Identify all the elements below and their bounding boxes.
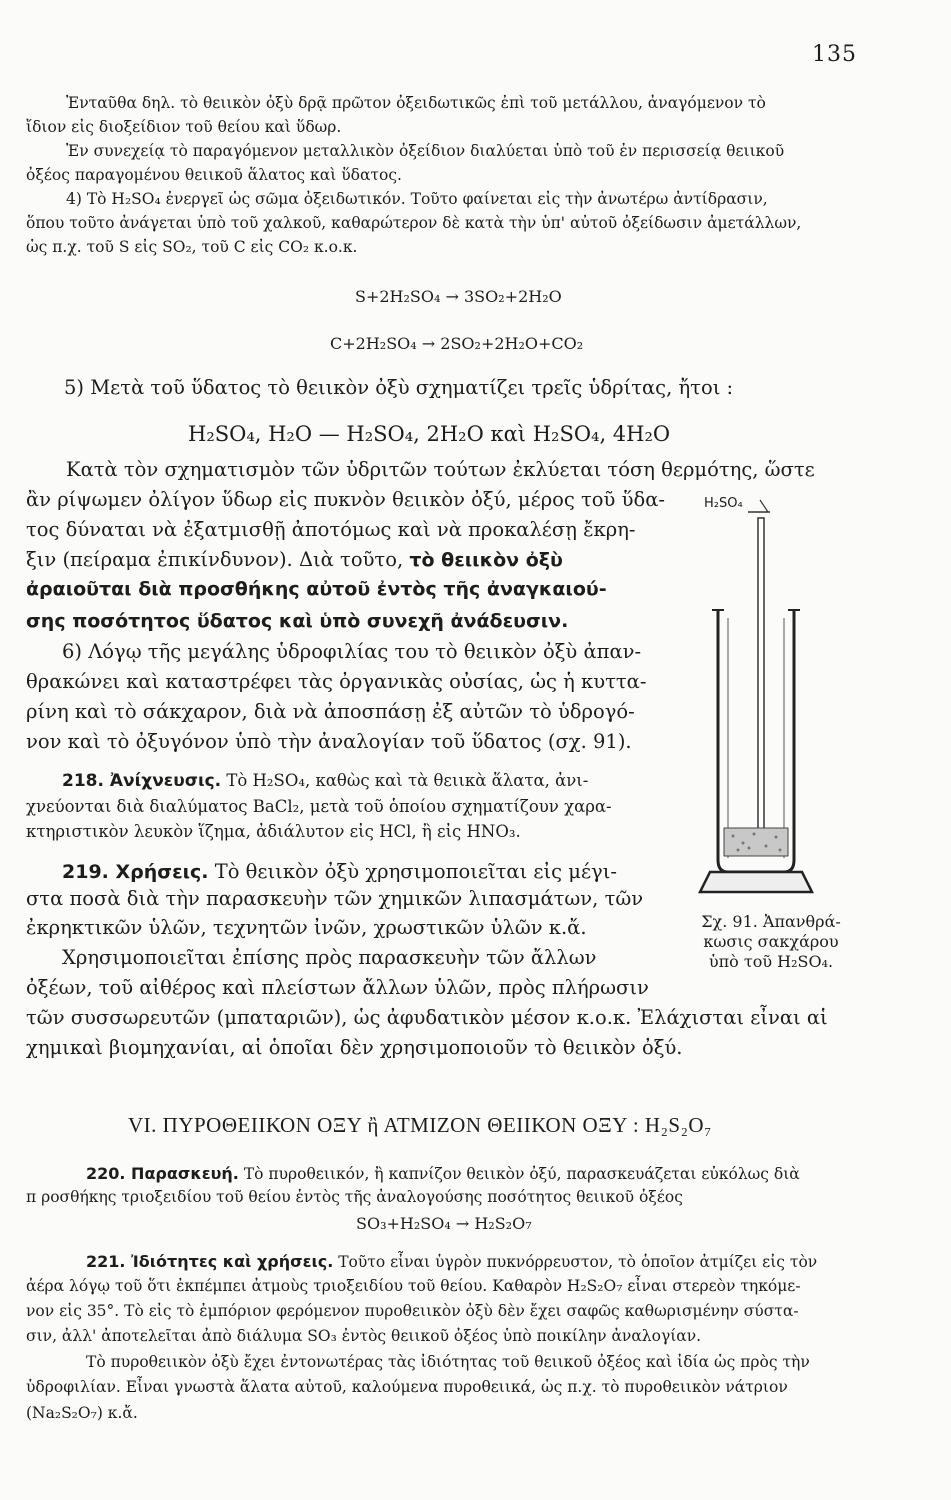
text-line: ἐκρηκτικῶν ὑλῶν, τεχνητῶν ἰνῶν, χρωστικῶν ὑλῶν κ.ἄ. bbox=[26, 916, 587, 939]
text-line: κτηριστικὸν λευκὸν ἵζημα, ἀδιάλυτον εἰς HCl, ἢ εἰς HNO₃. bbox=[26, 822, 521, 841]
text-line: ὑδροφιλίαν. Εἶναι γνωστὰ ἅλατα αὐτοῦ, καλούμενα πυροθειικά, ὡς π.χ. τὸ πυροθειικὸν νάτριον bbox=[26, 1378, 788, 1396]
text-segment: ξιν (πείραμα ἐπικίνδυνον). Διὰ τοῦτο, bbox=[26, 548, 404, 571]
figure-caption-line: κωσις σακχάρου bbox=[703, 932, 839, 951]
figure-91-flask-illustration bbox=[688, 488, 818, 900]
text-line: τος δύναται νὰ ἐξατμισθῇ ἀποτόμως καὶ νὰ προκαλέσῃ ἔκρη- bbox=[26, 518, 636, 541]
text-line: (Na₂S₂O₇) κ.ἄ. bbox=[26, 1404, 138, 1422]
text-line: ἂν ρίψωμεν ὀλίγον ὕδωρ εἰς πυκνὸν θειικὸν ὀξύ, μέρος τοῦ ὕδα- bbox=[26, 488, 665, 511]
text-segment: Τὸ πυροθειικόν, ἢ καπνίζον θειικὸν ὀξύ, παρασκευάζεται εὐκόλως διὰ bbox=[243, 1165, 800, 1183]
text-line: Τὸ πυροθειικὸν ὀξὺ ἔχει ἐντονωτέρας τὰς ἰδιότητας τοῦ θειικοῦ ὀξέος καὶ ἰδία ὡς πρὸς τὴν bbox=[86, 1353, 810, 1371]
page-number: 135 bbox=[812, 42, 857, 67]
text-line: Κατὰ τὸν σχηματισμὸν τῶν ὑδριτῶν τούτων ἐκλύεται τόση θερμότης, ὥστε bbox=[66, 458, 815, 481]
text-line: Ἐνταῦθα δηλ. τὸ θειικὸν ὀξὺ δρᾷ πρῶτον ὀξειδωτικῶς ἐπὶ τοῦ μετάλλου, ἀναγόμενον τὸ bbox=[66, 94, 766, 112]
text-line: νον εἰς 35°. Τὸ εἰς τὸ ἐμπόριον φερόμενον πυροθειικὸν ὀξὺ δὲν ἔχει σαφῶς καθωρισμένην σύστα- bbox=[26, 1302, 799, 1320]
text-line: θρακώνει καὶ καταστρέφει τὰς ὀργανικὰς οὐσίας, ὡς ἡ κυττα- bbox=[26, 670, 647, 693]
reaction-equation: S+2H₂SO₄ → 3SO₂+2H₂O bbox=[355, 287, 562, 306]
text-line: στα ποσὰ διὰ τὴν παρασκευὴν τῶν χημικῶν λιπασμάτων, τῶν bbox=[26, 887, 644, 910]
reaction-equation: SO₃+H₂SO₄ → H₂S₂O₇ bbox=[356, 1214, 532, 1233]
text-line: σιν, ἀλλ' ἀποτελεῖται ἀπὸ διάλυμα SO₃ ἐντὸς θειικοῦ ὀξέος ὑπὸ ποικίλην ἀναλογίαν. bbox=[26, 1327, 702, 1345]
text-segment: Τὸ H₂SO₄, καθὼς καὶ τὰ θειικὰ ἅλατα, ἀνι- bbox=[226, 771, 589, 790]
section-number-218: 218. Ἀνίχνευσις. bbox=[62, 771, 222, 791]
text-line: ὅπου τοῦτο ἀνάγεται ὑπὸ τοῦ χαλκοῦ, καθαρώτερον δὲ κατὰ τὴν ὑπ' αὐτοῦ ὀξείδωσιν ἀμετάλλων, bbox=[26, 214, 802, 232]
text-line: 6) Λόγῳ τῆς μεγάλης ὑδροφιλίας του τὸ θειικὸν ὀξὺ ἀπαν- bbox=[62, 640, 642, 663]
section-number-220: 220. Παρασκευή. bbox=[86, 1164, 239, 1183]
reaction-equation: C+2H₂SO₄ → 2SO₂+2H₂O+CO₂ bbox=[330, 334, 584, 353]
text-line: ὡς π.χ. τοῦ S εἰς SO₂, τοῦ C εἰς CO₂ κ.ο.κ. bbox=[26, 238, 358, 256]
text-line: χνεύονται διὰ διαλύματος BaCl₂, μετὰ τοῦ ὁποίου σχηματίζουν χαρα- bbox=[26, 797, 612, 816]
text-line: π ροσθήκης τριοξειδίου τοῦ θείου ἐντὸς τῆς ἀναλογούσης ποσότητος θειικοῦ ὀξέος bbox=[26, 1188, 683, 1206]
text-line: Ἐν συνεχείᾳ τὸ παραγόμενον μεταλλικὸν ὀξείδιον διαλύεται ὑπὸ τοῦ ἐν περισσείᾳ θειικοῦ bbox=[66, 142, 785, 160]
cylinder-base bbox=[700, 872, 812, 892]
text-line: τῶν συσσωρευτῶν (μπαταριῶν), ὡς ἀφυδατικὸν μέσον κ.ο.κ. Ἐλάχισται εἶναι αἱ bbox=[26, 1006, 828, 1029]
text-segment: Τοῦτο εἶναι ὑγρὸν πυκνόρρευστον, τὸ ὁποῖον ἀτμίζει εἰς τὸν bbox=[338, 1253, 818, 1271]
text-line: ἴδιον εἰς διοξείδιον τοῦ θείου καὶ ὕδωρ. bbox=[26, 118, 342, 136]
text-line: χημικαὶ βιομηχανίαι, αἱ ὁποῖαι δὲν χρησιμοποιοῦν τὸ θειικὸν ὀξύ. bbox=[26, 1036, 683, 1059]
text-line: ὀξέων, τοῦ αἰθέρος καὶ πλείστων ἄλλων ὑλῶν, πρὸς πλήρωσιν bbox=[26, 976, 649, 999]
text-line: Χρησιμοποιεῖται ἐπίσης πρὸς παρασκευὴν τῶν ἄλλων bbox=[62, 946, 597, 969]
bold-text: τὸ θειικὸν ὀξὺ bbox=[409, 549, 563, 571]
bold-text-line: σης ποσότητος ὕδατος καὶ ὑπὸ συνεχῆ ἀνάδευσιν. bbox=[26, 610, 569, 632]
text-line: ὀξέος παραγομένου θειικοῦ ἅλατος καὶ ὕδατος. bbox=[26, 166, 402, 184]
text-line: 4) Τὸ H₂SO₄ ἐνεργεῖ ὡς σῶμα ὀξειδωτικόν. Τοῦτο φαίνεται εἰς τὴν ἀνωτέρω ἀντίδρασιν, bbox=[66, 190, 768, 208]
hydrates-formula: H₂SO₄, H₂O — H₂SO₄, 2H₂O καὶ H₂SO₄, 4H₂O bbox=[188, 422, 671, 446]
bold-text-line: ἀραιοῦται διὰ προσθήκης αὐτοῦ ἐντὸς τῆς ἀναγκαιού- bbox=[26, 578, 607, 600]
text-segment: Τὸ θειικὸν ὀξὺ χρησιμοποιεῖται εἰς μέγι- bbox=[214, 860, 617, 883]
charred-sugar bbox=[724, 828, 788, 856]
text-line: νον καὶ τὸ ὀξυγόνον ὑπὸ τὴν ἀναλογίαν τοῦ ὕδατος (σχ. 91). bbox=[26, 730, 632, 753]
paragraph-5: 5) Μετὰ τοῦ ὕδατος τὸ θειικὸν ὀξὺ σχηματίζει τρεῖς ὑδρίτας, ἤτοι : bbox=[64, 376, 734, 399]
figure-caption-line: ὑπὸ τοῦ H₂SO₄. bbox=[708, 952, 834, 971]
figure-caption-line: Σχ. 91. Ἀπανθρά- bbox=[701, 912, 841, 931]
flask-label: H₂SO₄ bbox=[704, 496, 743, 511]
section-number-219: 219. Χρήσεις. bbox=[62, 861, 209, 883]
section-number-221: 221. Ἰδιότητες καὶ χρήσεις. bbox=[86, 1252, 334, 1271]
glass-rod bbox=[758, 518, 764, 848]
text-line: ἀέρα λόγῳ τοῦ ὅτι ἐκπέμπει ἀτμοὺς τριοξειδίου τοῦ θείου. Καθαρὸν H₂S₂O₇ εἶναι στερεὸν τηκόμε- bbox=[26, 1277, 801, 1295]
text-line: ρίνη καὶ τὸ σάκχαρον, διὰ νὰ ἀποσπάσῃ ἐξ αὐτῶν τὸ ὑδρογό- bbox=[26, 700, 635, 723]
section-heading: VI. ΠΥΡΟΘΕΙΙΚΟΝ ΟΞΥ ἢ ΑΤΜΙΖΟΝ ΘΕΙΙΚΟΝ ΟΞΥ : H₂S₂O₇ bbox=[128, 1113, 712, 1137]
